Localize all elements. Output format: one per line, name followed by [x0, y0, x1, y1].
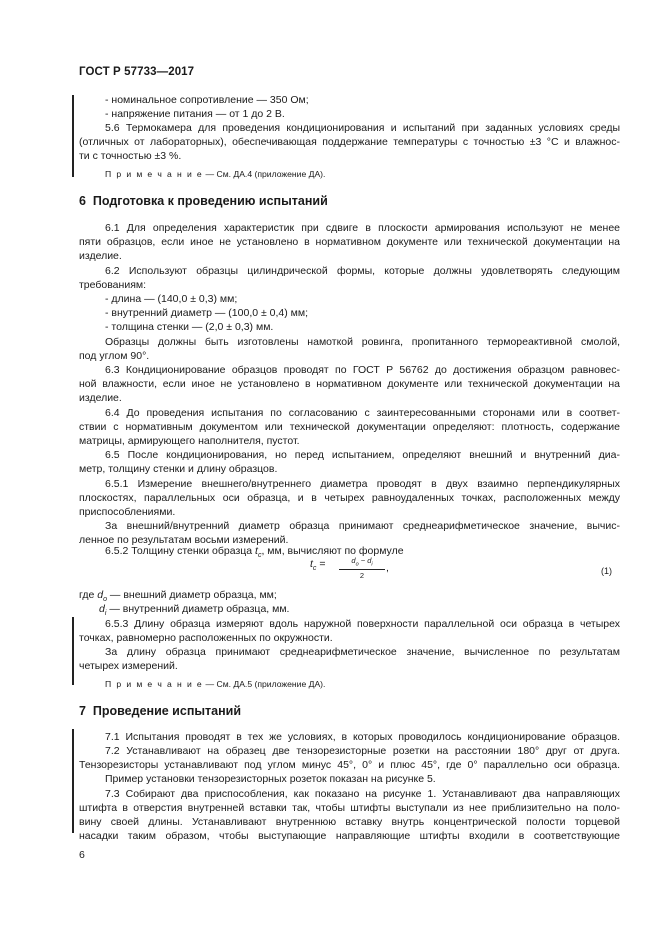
- section-title: Проведение испытаний: [92, 704, 242, 718]
- section-number: 7: [79, 704, 86, 718]
- paragraph-line: точках, равномерно расположенных по окружности.: [79, 632, 333, 644]
- list-item: - толщина стенки — (2,0 ± 0,3) мм.: [105, 321, 274, 333]
- list-item: - номинальное сопротивление — 350 Ом;: [105, 94, 309, 106]
- list-item: - внутренний диаметр — (100,0 ± 0,4) мм;: [105, 307, 309, 319]
- page-number: 6: [79, 849, 85, 861]
- section-heading: [79, 194, 328, 208]
- note-text: — См. ДА.5 (приложение ДА).: [203, 679, 326, 689]
- paragraph-line: 5.6 Термокамера для проведения кондиционирования и испытаний при заданных условиях среды: [105, 122, 620, 134]
- formula-lhs: [310, 558, 325, 572]
- revision-bar: [72, 617, 74, 685]
- variable: d: [97, 589, 104, 601]
- paragraph-line: 6.3 Кондиционирование образцов проводят по ГОСТ Р 56762 до достижения образцом равновес-: [105, 364, 620, 376]
- note-label: П р и м е ч а н и е: [105, 169, 204, 179]
- note: [105, 678, 325, 691]
- section-heading: [79, 704, 241, 718]
- paragraph-line: требованиям:: [79, 279, 147, 291]
- paragraph-line: 6.5 После кондиционирования, но перед испытанием, определяют внешний и внутренний диа-: [105, 449, 620, 461]
- text-run: — внешний диаметр образца, мм;: [107, 589, 277, 601]
- section-number: 6: [79, 194, 86, 208]
- variable: d: [351, 556, 356, 565]
- paragraph-line: изделие.: [79, 250, 122, 262]
- subscript: c: [257, 552, 262, 560]
- numerator: [339, 556, 385, 570]
- paragraph-line: матрицы, армирующего наполнителя, пустот.: [79, 435, 300, 447]
- paragraph-line: штифта в отверстия внутренней вставки так, чтобы штифты выступали из нее приблизительно на поло-: [79, 802, 620, 814]
- paragraph-line: насадки таким образом, чтобы выступающие направляющие штифты входили в соответствующие: [79, 830, 620, 842]
- text-run: — внутренний диаметр образца, мм.: [106, 603, 290, 615]
- note-label: П р и м е ч а н и е: [105, 679, 204, 689]
- paragraph-line: (отличных от лабораторных), обеспечивающая поддержание температуры с точностью ±3 °С и влажнос-: [79, 136, 620, 148]
- paragraph-line: 7.2 Устанавливают на образец две тензорезисторные розетки на расстоянии 180° друг от друга.: [105, 745, 620, 757]
- paragraph-line: 7.3 Собирают два приспособления, как показано на рисунке 1. Устанавливают два направляющих: [105, 788, 620, 800]
- paragraph-line: пяти образцов, если иное не установлено в нормативном документе или технической документации на: [79, 236, 620, 248]
- text-run: 6.5.2 Толщину стенки образца: [105, 545, 256, 557]
- subscript: o: [355, 561, 359, 568]
- subscript: c: [312, 565, 317, 573]
- paragraph-line: ти с точностью ±3 %.: [79, 150, 182, 162]
- paragraph-line: четырех измерений.: [79, 660, 178, 672]
- formula-fraction: [339, 556, 385, 580]
- paragraph-line: 6.5.3 Длину образца измеряют вдоль наружной поверхности параллельной оси образца в четырех: [105, 618, 620, 630]
- paragraph-line: За длину образца принимают среднеарифметическое значение, вычисленное по результатам: [105, 646, 620, 658]
- equation-number: (1): [601, 566, 612, 576]
- revision-bar: [72, 95, 74, 177]
- formula-comma: ,: [386, 562, 389, 574]
- note-text: — См. ДА.4 (приложение ДА).: [203, 169, 326, 179]
- equals-sign: =: [316, 558, 326, 570]
- denominator: 2: [359, 570, 365, 580]
- section-title: Подготовка к проведению испытаний: [92, 194, 328, 208]
- revision-bar: [72, 729, 74, 833]
- paragraph-line: приспособлениями.: [79, 506, 176, 518]
- variable: d: [99, 603, 105, 615]
- paragraph-line: изделие.: [79, 392, 122, 404]
- paragraph-line: Тензорезисторы устанавливают под углом минус 45°, 0° и плюс 45°, где 0° параллельно оси образца.: [79, 759, 620, 771]
- paragraph-line: метр, толщину стенки и длину образцов.: [79, 463, 278, 475]
- paragraph-line: плоскостях, параллельных оси образца, и в четырех равноудаленных точках, расположенных между: [79, 492, 620, 504]
- paragraph-line: 6.2 Используют образцы цилиндрической формы, которые должны удовлетворять следующим: [105, 265, 620, 277]
- subscript: o: [103, 596, 107, 604]
- paragraph-line: вину своей длины. Устанавливают внутреннюю вставку внутрь концентрической полости торцевой: [79, 816, 620, 828]
- paragraph-line: 6.5.1 Измерение внешнего/внутреннего диаметра проводят в двух взаимно перпендикулярных: [105, 478, 620, 490]
- document-header: ГОСТ Р 57733—2017: [79, 66, 195, 78]
- subscript: i: [104, 610, 107, 618]
- paragraph-line: Образцы должны быть изготовлены намоткой ровинга, пропитанного термореактивной смолой,: [105, 336, 620, 348]
- list-item: - напряжение питания — от 1 до 2 В.: [105, 108, 285, 120]
- paragraph-line: Пример установки тензорезисторных розеток показан на рисунке 5.: [105, 773, 436, 785]
- list-item: - длина — (140,0 ± 0,3) мм;: [105, 293, 238, 305]
- variable: t: [255, 545, 258, 557]
- paragraph-line: ленное по результатам восьми измерений.: [79, 534, 289, 546]
- variable: − d: [358, 556, 372, 565]
- variable: t: [310, 558, 313, 570]
- paragraph-line: под углом 90°.: [79, 350, 150, 362]
- paragraph-line: За внешний/внутренний диаметр образца принимают среднеарифметическое значение, вычис-: [105, 520, 620, 532]
- paragraph-line: ствии с нормативным документом или технической документации определяют: плотность, содержание: [79, 421, 620, 433]
- subscript: i: [371, 561, 373, 568]
- text-run: где: [79, 589, 98, 601]
- paragraph-line: 6.4 До проведения испытания по согласованию с заинтересованными сторонами или в соответ-: [105, 407, 620, 419]
- paragraph-line: ной влажности, если иное не установлено в нормативном документе или технической документации на: [79, 378, 620, 390]
- paragraph-line: 6.1 Для определения характеристик при сдвиге в плоскости армирования используют не менее: [105, 222, 620, 234]
- paragraph-line: 7.1 Испытания проводят в тех же условиях, в которых проводилось кондиционирование образцов.: [105, 731, 620, 743]
- note: [105, 168, 325, 181]
- text-run: , мм, вычисляют по формуле: [261, 545, 404, 557]
